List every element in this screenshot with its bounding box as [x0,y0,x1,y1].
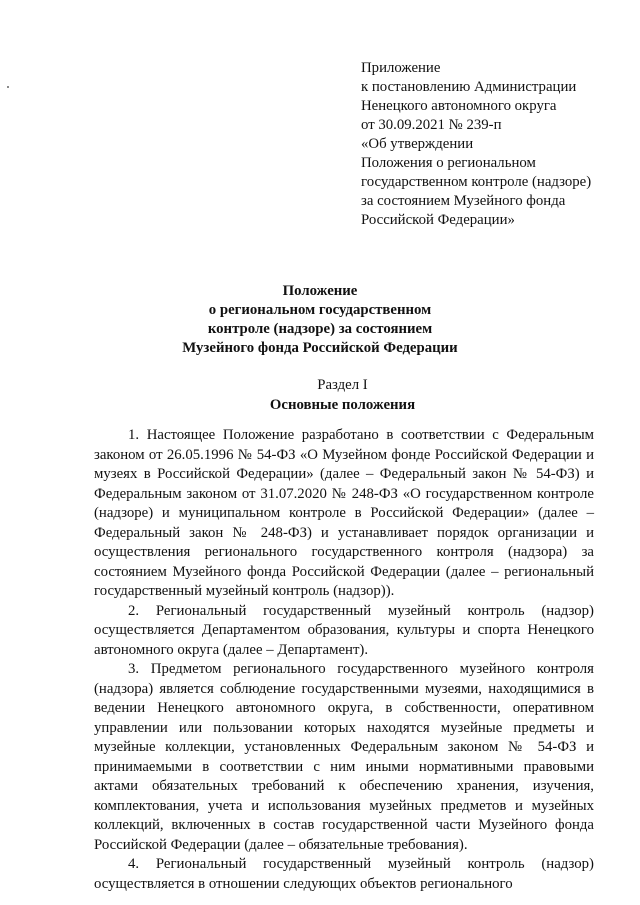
appendix-header [361,59,621,230]
paragraph-1: 1. Настоящее Положение разработано в соответствии с Федеральным законом от 26.05.1996 № 54-ФЗ «О Музейном фонде Российской Федерации и музеях в Российской Федерации» (далее – Федеральный закон № 54-ФЗ) и Федеральным законом от 31.07.2020 № 248-ФЗ «О государственном контроле (надзоре) и муниципальном контроле в Российской Федерации» (далее – Федеральный закон № 248-ФЗ) и устанавливает порядок организации и осуществления регионального государственного контроля (надзора) за состоянием Музейного фонда Российской Федерации (далее – региональный государственный музейный контроль (надзор)). [94,427,594,599]
appendix-line: Ненецкого автономного округа [361,98,557,114]
appendix-line: за состоянием Музейного фонда [361,193,566,209]
section-label: Раздел I [317,377,368,393]
appendix-line: Приложение [361,60,441,76]
appendix-line: Положения о региональном [361,155,536,171]
appendix-line: к постановлению Администрации [361,79,577,95]
appendix-line: государственном контроле (надзоре) [361,174,592,190]
paragraph-4: 4. Региональный государственный музейный контроль (надзор) осуществляется в отношении следующих объектов регионального [94,856,594,892]
document-title [0,282,640,358]
paragraph-2: 2. Региональный государственный музейный контроль (надзор) осуществляется Департаментом образования, культуры и спорта Ненецкого автономного округа (далее – Департамент). [94,602,594,658]
appendix-line: «Об утверждении [361,136,474,152]
paragraph-3: 3. Предметом регионального государственного музейного контроля (надзора) является соблюдение государственными музеями, находящимися в ведении Ненецкого автономного округа, в собственности, оперативном управлении или пользовании которых находятся музейные предметы и музейные коллекции, установленных Федеральным законом № 54-ФЗ и принимаемыми в соответствии с ним иными нормативными правовыми актами обязательных требований к обеспечению хранения, изучения, комплектования, учета и использования музейных предметов и музейных коллекций, включенных в состав государственной части Музейного фонда Российской Федерации (далее – обязательные требования). [94,661,594,853]
title-line: Положение [282,283,358,299]
title-line: контроле (надзоре) за состоянием [207,321,433,337]
section-title: Основные положения [269,397,416,413]
document-body [94,426,594,894]
appendix-line: от 30.09.2021 № 239-п [361,117,502,133]
title-line: о региональном государственном [208,302,432,318]
appendix-line: Российской Федерации» [361,212,515,228]
title-line: Музейного фонда Российской Федерации [182,340,458,356]
scan-mark [7,86,9,88]
